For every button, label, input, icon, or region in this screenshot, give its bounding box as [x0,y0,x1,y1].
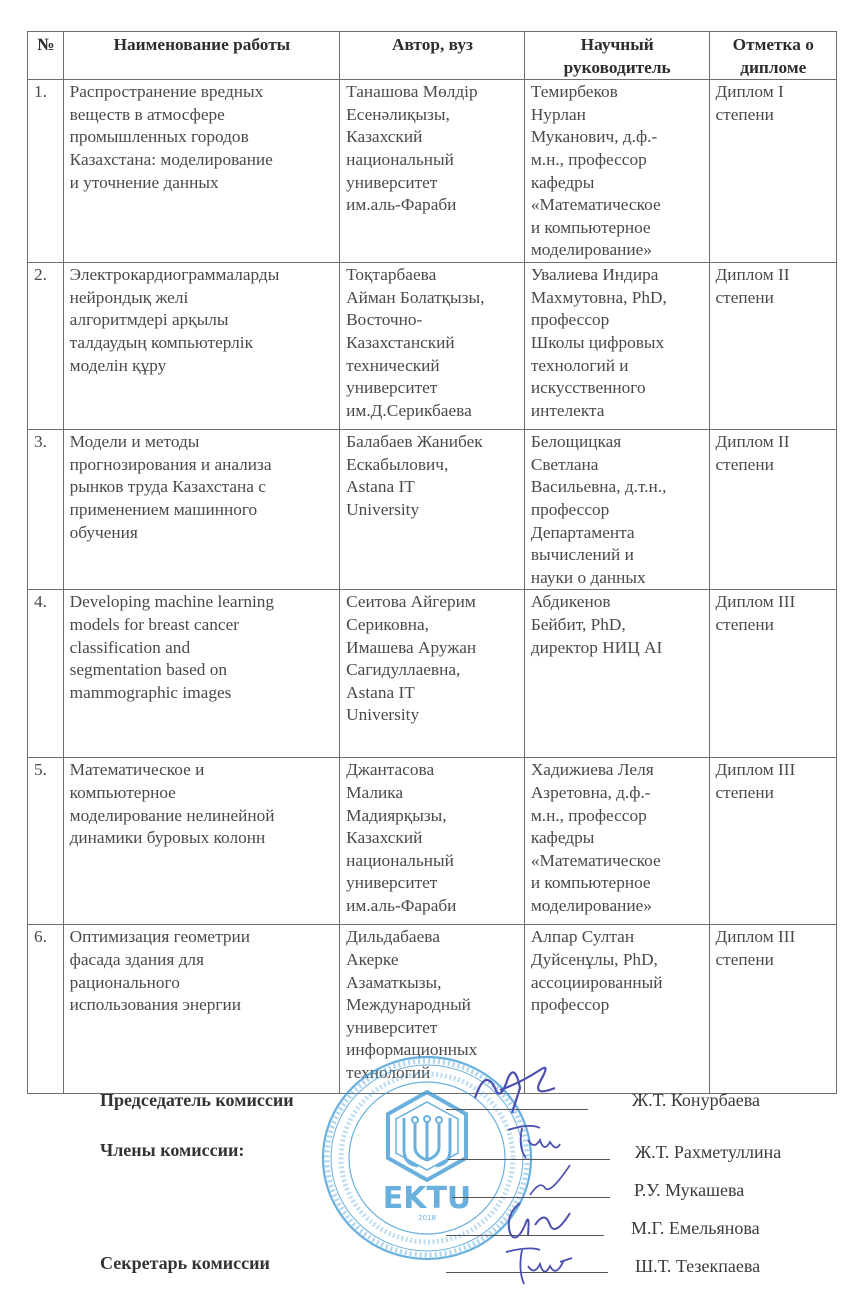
cell-supervisor-line: Увалиева Индира [530,265,659,285]
secretary-role: Секретарь комиссии [100,1253,270,1273]
cell-supervisor-line: Белощицкая [530,432,622,452]
cell-supervisor-line: и компьютерное [530,873,651,893]
cell-diploma-mark-line: степени [715,454,774,474]
cell-author-line: Казахстанский [346,332,455,352]
cell-title-line: рационального [69,972,180,992]
cell-diploma-mark-line: степени [715,104,774,124]
cell-supervisor-line: моделирование» [530,895,652,915]
cell-author-line: Акерке [346,949,399,969]
cell-supervisor-line: интелекта [530,400,605,420]
cell-supervisor-line: профессор [530,310,610,330]
cell-number-value: 2. [34,265,47,285]
cell-supervisor-line: Махмутовна, PhD, [530,287,667,307]
secretary-name: Ш.Т. Тезекпаева [635,1256,761,1276]
cell-diploma-mark-line: степени [715,949,774,969]
cell-author-line: Международный [346,995,471,1015]
cell-diploma-mark-line: степени [715,614,774,634]
cell-supervisor-line: «Математическое [530,850,661,870]
header-title-label: Наименование работы [113,35,291,54]
cell-title-line: моделін құру [69,355,167,375]
cell-title-line: mammographic images [69,682,232,702]
header-mark-line: Отметка о [732,35,814,54]
cell-author-line: университет [346,1017,438,1037]
cell-supervisor-line: «Математическое [530,195,661,215]
cell-supervisor-line: ассоциированный [530,972,663,992]
cell-supervisor-line: Абдикенов [530,592,611,612]
chair-name: Ж.Т. Конурбаева [632,1090,760,1110]
header-supervisor-line: Научный [580,35,654,54]
member-name: Р.У. Мукашева [634,1180,745,1200]
cell-title-line: рынков труда Казахстана с [69,477,266,497]
stamp-logo-text: EKTU [382,1181,472,1216]
cell-supervisor-line: м.н., профессор [530,805,647,825]
cell-title-line: Developing machine learning [69,592,275,612]
cell-supervisor-line: Бейбит, PhD, [530,614,626,634]
cell-title-line: алгоритмдері арқылы [69,310,229,330]
cell-diploma-mark-line: Диплом III [715,592,796,612]
cell-supervisor-line: кафедры [530,828,595,848]
cell-supervisor-line: Департамента [530,522,635,542]
cell-title-line: моделирование нелинейной [69,805,275,825]
cell-author-line: технический [346,355,440,375]
cell-author-line: Ескабылович, [346,454,449,474]
cell-number-value: 3. [34,432,47,452]
cell-author-line: Дильдабаева [346,927,440,947]
cell-number-value: 6. [34,927,47,947]
cell-author-line: Тоқтарбаева [346,265,437,285]
cell-supervisor-line: искусственного [530,378,646,398]
cell-author-line: Казахский [346,828,423,848]
cell-number-value: 4. [34,592,47,612]
cell-title-line: Математическое и [69,760,205,780]
cell-author-line: им.аль-Фараби [346,895,457,915]
cell-title-line: применением машинного [69,499,258,519]
cell-author-line: университет [346,172,438,192]
cell-number-value: 1. [34,82,47,102]
cell-title-line: Распространение вредных [69,82,264,102]
cell-author-line: им.Д.Серикбаева [346,400,472,420]
cell-title-line: нейрондық желі [69,287,189,307]
cell-title-line: талдаудың компьютерлік [69,332,253,352]
cell-title-line: Электрокардиограммаларды [69,265,280,285]
cell-diploma-mark-line: степени [715,287,774,307]
cell-author-line: Казахский [346,127,423,147]
cell-title-line: динамики буровых колонн [69,828,266,848]
cell-author-line: Малика [346,782,404,802]
cell-author-line: им.аль-Фараби [346,195,457,215]
header-supervisor-line: руководитель [563,57,671,77]
cell-author-line: University [346,705,420,725]
cell-title-line: использования энергии [69,995,242,1015]
cell-author-line: Айман Болатқызы, [346,287,485,307]
cell-title-line: Казахстана: моделирование [69,149,273,169]
cell-author-line: технологий [346,1062,431,1082]
cell-supervisor-line: и компьютерное [530,217,651,237]
cell-diploma-mark-line: степени [715,782,774,802]
members-role: Члены комиссии: [100,1140,245,1160]
cell-title-line: прогнозирования и анализа [69,454,272,474]
cell-author-line: Astana IT [346,682,415,702]
cell-diploma-mark-line: Диплом III [715,927,796,947]
cell-supervisor-line: директор НИЦ AI [530,637,663,657]
cell-title-line: компьютерное [69,782,176,802]
cell-diploma-mark-line: Диплом II [715,432,790,452]
cell-supervisor-line: Нурлан [530,104,586,124]
cell-title-line: Оптимизация геометрии [69,927,250,947]
cell-supervisor-line: Муканович, д.ф.- [530,127,658,147]
cell-author-line: Танашова Мөлдір [346,82,478,102]
cell-author-line: Есенәлиқызы, [346,104,450,124]
header-mark-line: дипломе [740,57,807,77]
member-handwritten-signature [500,1118,570,1163]
cell-author-line: Джантасова [346,760,435,780]
cell-author-line: информационных [346,1040,478,1060]
cell-author-line: университет [346,378,438,398]
cell-title-line: фасада здания для [69,949,204,969]
cell-author-line: национальный [346,850,454,870]
cell-author-line: Сеитова Айгерим [346,592,476,612]
cell-diploma-mark-line: Диплом III [715,760,796,780]
member-name: М.Г. Емельянова [631,1218,760,1238]
cell-author-line: Мадиярқызы, [346,805,447,825]
member-handwritten-signature [520,1160,580,1200]
cell-supervisor-line: кафедры [530,172,595,192]
chair-role: Председатель комиссии [100,1090,294,1110]
cell-supervisor-line: моделирование» [530,240,652,260]
cell-supervisor-line: Алпар Султан [530,927,635,947]
cell-title-line: и уточнение данных [69,172,219,192]
cell-supervisor-line: Азретовна, д.ф.- [530,782,651,802]
cell-supervisor-line: м.н., профессор [530,149,647,169]
secretary-handwritten-signature [500,1240,580,1290]
header-author-label: Автор, вуз [392,35,473,54]
cell-title-line: segmentation based on [69,660,228,680]
cell-title-line: classification and [69,637,191,657]
header-number-label: № [37,35,55,54]
cell-author-line: Восточно- [346,310,423,330]
cell-supervisor-line: Хадижиева Леля [530,760,654,780]
cell-supervisor-line: науки о данных [530,567,646,587]
cell-supervisor-line: Светлана [530,454,599,474]
cell-title-line: models for breast cancer [69,614,240,634]
cell-author-line: национальный [346,149,454,169]
cell-title-line: промышленных городов [69,127,249,147]
cell-author-line: Балабаев Жанибек [346,432,483,452]
cell-title-line: обучения [69,522,138,542]
cell-author-line: Сериковна, [346,614,429,634]
cell-author-line: Азаматкызы, [346,972,442,992]
cell-supervisor-line: технологий и [530,355,629,375]
cell-author-line: университет [346,873,438,893]
cell-diploma-mark-line: Диплом I [715,82,784,102]
cell-title-line: веществ в атмосфере [69,104,225,124]
stamp-year: 2018 [418,1214,436,1222]
cell-author-line: Имашева Аружан [346,637,477,657]
cell-author-line: Astana IT [346,477,415,497]
cell-author-line: Сагидуллаевна, [346,660,461,680]
cell-author-line: University [346,499,420,519]
cell-supervisor-line: профессор [530,995,610,1015]
cell-supervisor-line: Темирбеков [530,82,618,102]
cell-supervisor-line: вычислений и [530,545,634,565]
cell-number-value: 5. [34,760,47,780]
member-name: Ж.Т. Рахметуллина [635,1142,782,1162]
cell-supervisor-line: профессор [530,499,610,519]
cell-supervisor-line: Дуйсенұлы, PhD, [530,949,658,969]
chair-handwritten-signature [460,1058,580,1118]
cell-supervisor-line: Васильевна, д.т.н., [530,477,667,497]
cell-supervisor-line: Школы цифровых [530,332,665,352]
cell-diploma-mark-line: Диплом II [715,265,790,285]
cell-title-line: Модели и методы [69,432,200,452]
